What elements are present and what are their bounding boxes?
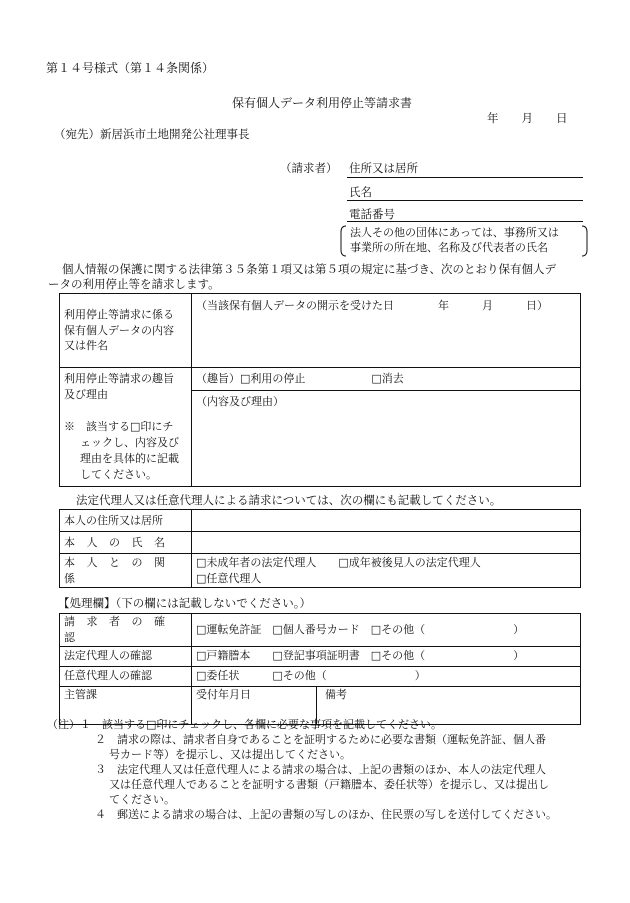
request-content-table [59, 293, 581, 487]
purpose-note-2: ェックし、内容及び [80, 435, 179, 449]
note-2-line-1: ２ 請求の際は、請求者自身であることを証明するために必要な書類（運転免許証、個人番 [95, 733, 546, 746]
content-label-cell [60, 294, 192, 368]
note-3-line-2: 又は任意代理人であることを証明する書類（戸籍謄本、委任状等）を提示し、又は提出し [109, 778, 549, 791]
note-3-line-1: ３ 法定代理人又は任意代理人による請求の場合は、上記の書類のほか、本人の法定代理人 [95, 763, 546, 776]
requester-check-options[interactable]: □運転免許証 □個人番号カード □その他（ ） [192, 614, 581, 647]
intro-line-1: 個人情報の保護に関する法律第３５条第１項又は第５項の規定に基づき、次のとおり保有個人デ [62, 262, 557, 276]
corp-note-line-2: 事業所の所在地、名称及び代表者の氏名 [350, 241, 548, 254]
managing-section-cell: 主管課 [60, 686, 192, 724]
content-label-3: 又は件名 [64, 339, 108, 353]
relationship-options-1[interactable]: □未成年者の法定代理人 □成年被後見人の法定代理人 [196, 555, 481, 569]
requester-phone-label: 電話番号 [349, 207, 395, 221]
requester-check-label: 請 求 者 の 確 認 [60, 614, 192, 647]
purpose-note-3: 理由を具体的に記載 [80, 451, 179, 465]
purpose-label-1: 利用停止等請求の趣旨 [64, 372, 174, 385]
purpose-label-2: 及び理由 [64, 387, 108, 401]
principal-name-label: 本 人 の 氏 名 [60, 532, 192, 554]
date-line: 年 月 日 [487, 111, 568, 125]
relationship-options-2[interactable]: □任意代理人 [196, 571, 262, 585]
principal-name-field[interactable] [192, 532, 581, 554]
voluntary-agent-check-label: 任意代理人の確認 [60, 666, 192, 686]
disclosure-date-text: （当該保有個人データの開示を受けた日 年 月 日） [196, 299, 548, 312]
content-label-1: 利用停止等請求に係る [64, 307, 174, 321]
purpose-checkbox-cell[interactable] [192, 368, 581, 391]
purpose-label-cell [60, 368, 192, 487]
note-1: （注）１ 該当する□印にチェックし、各欄に必要な事項を記載してください。 [47, 718, 443, 731]
requester-address-label: 住所又は居所 [349, 161, 418, 175]
purpose-options[interactable]: （趣旨）□利用の停止 □消去 [196, 372, 404, 386]
remarks-cell: 備考 [317, 686, 581, 724]
note-3-line-3: てください。 [109, 793, 175, 806]
processing-title: 【処理欄】（下の欄には記載しないでください。） [58, 596, 311, 610]
address-underline [347, 177, 583, 178]
form-number: 第１４号様式（第１４条関係） [46, 61, 215, 75]
voluntary-agent-check-options[interactable]: □委任状 □その他（ ） [192, 666, 581, 686]
corp-note-line-1: 法人その他の団体にあっては、事務所又は [350, 226, 559, 239]
relationship-label: 本 人 と の 関 係 [60, 554, 192, 588]
content-label-2: 保有個人データの内容 [64, 323, 174, 337]
requester-name-label: 氏名 [349, 185, 372, 199]
addressee: （宛先）新居浜市土地開発公社理事長 [54, 127, 250, 141]
processing-table [59, 613, 581, 725]
intro-line-2: ータの利用停止等を請求します。 [48, 277, 220, 291]
agent-note: 法定代理人又は任意代理人による請求については、次の欄にも記載してください。 [76, 493, 502, 507]
purpose-note-4: してください。 [80, 467, 157, 481]
form-title: 保有個人データ利用停止等請求書 [232, 96, 413, 110]
purpose-note-1: ※ 該当する□印にチ [64, 419, 174, 433]
receipt-date-cell: 受付年月日 [192, 686, 317, 724]
note-4: ４ 郵送による請求の場合は、上記の書類の写しのほか、住民票の写しを送付してください。 [95, 808, 557, 821]
name-underline [347, 200, 583, 201]
legal-agent-check-options[interactable]: □戸籍謄本 □登記事項証明書 □その他（ ） [192, 646, 581, 666]
content-value-cell[interactable] [192, 294, 581, 368]
reason-label: （内容及び理由） [196, 395, 284, 408]
reason-cell[interactable] [192, 391, 581, 487]
principal-address-label: 本人の住所又は居所 [60, 510, 192, 532]
phone-underline [347, 221, 583, 222]
legal-agent-check-label: 法定代理人の確認 [60, 646, 192, 666]
note-2-line-2: 号カード等）を提示し、又は提出してください。 [109, 748, 351, 761]
relationship-options-cell[interactable] [192, 554, 581, 588]
agent-info-table [59, 509, 581, 588]
requester-label: （請求者） [280, 161, 338, 175]
principal-address-field[interactable] [192, 510, 581, 532]
